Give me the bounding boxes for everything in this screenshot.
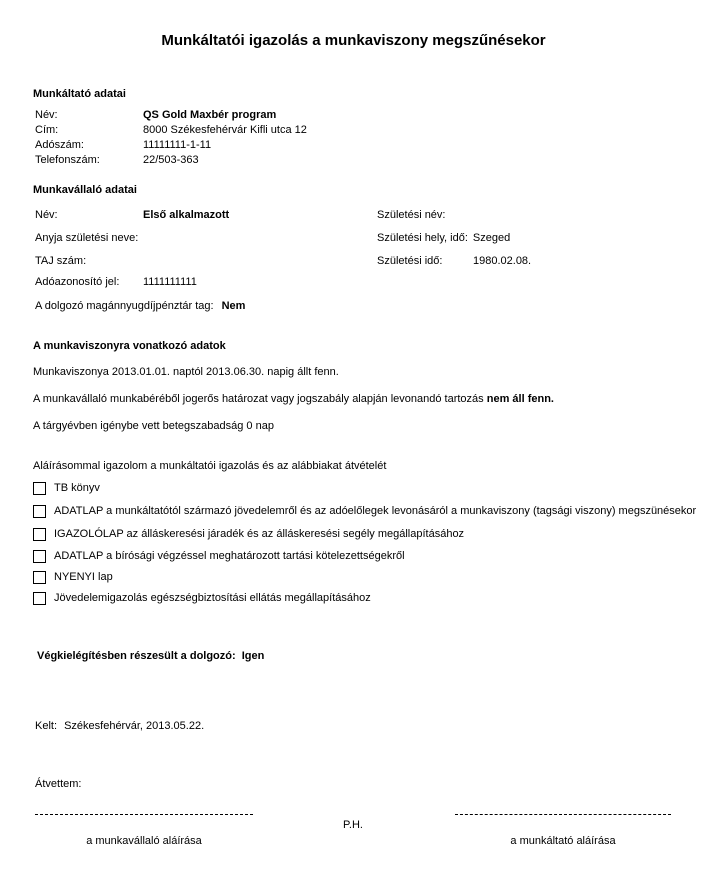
employee-name-row xyxy=(35,209,229,222)
employer-taxnumber-label: Adószám: xyxy=(35,139,84,151)
mother-name-label: Anyja születési neve: xyxy=(35,232,139,244)
birth-name-label: Születési név: xyxy=(377,209,446,221)
birth-name-row xyxy=(377,209,450,222)
debt-statement-text: A munkavállaló munkabéréből jogerős határozat vagy jogszabály alapján levonandó tartozás xyxy=(33,393,484,405)
employee-section-heading: Munkavállaló adatai xyxy=(33,184,137,196)
date-row xyxy=(35,720,204,733)
sick-leave-text: A tárgyévben igénybe vett betegszabadság 0 nap xyxy=(33,420,274,432)
employer-name-label: Név: xyxy=(35,109,58,121)
employer-phone-label: Telefonszám: xyxy=(35,154,100,166)
employer-phone-row xyxy=(35,154,199,167)
employer-taxnumber-row xyxy=(35,139,211,152)
checklist-item-nyenyi xyxy=(33,570,113,585)
stamp-placeholder: P.H. xyxy=(343,819,363,831)
received-label: Átvettem: xyxy=(35,778,82,790)
checklist-item-jovedelemigazolas xyxy=(33,591,371,606)
checklist-item-label: Jövedelemigazolás egészségbiztosítási ellátás megállapításához xyxy=(54,592,371,604)
checklist-item-label: ADATLAP a munkáltatótól származó jövedelemről és az adóelőlegek levonásáról a munkaviszony (tagsági viszony) megszünésekor xyxy=(54,505,697,517)
debt-statement xyxy=(33,393,554,406)
birth-date-label: Születési idő: xyxy=(377,255,443,267)
employer-name-row xyxy=(35,109,276,122)
birth-place-row xyxy=(377,232,510,245)
checkbox[interactable] xyxy=(33,571,46,584)
checkbox[interactable] xyxy=(33,482,46,495)
checklist-item-igazololap xyxy=(33,527,464,542)
taj-row xyxy=(35,255,91,268)
birth-date-value: 1980.02.08. xyxy=(473,255,532,267)
checkbox[interactable] xyxy=(33,528,46,541)
tax-id-value: 1111111111 xyxy=(143,276,197,288)
employee-name-value: Első alkalmazott xyxy=(143,209,230,221)
birth-place-value: Szeged xyxy=(472,232,511,244)
checklist-item-label: IGAZOLÓLAP az álláskeresési járadék és az álláskeresési segély megállapításához xyxy=(54,528,465,540)
page-title: Munkáltatói igazolás a munkaviszony megszűnésekor xyxy=(161,32,546,49)
date-value: Székesfehérvár, 2013.05.22. xyxy=(64,720,205,732)
employer-address-row xyxy=(35,124,307,137)
employee-signature-caption: a munkavállaló aláírása xyxy=(86,835,202,847)
checklist-item-tb-konyv xyxy=(33,481,100,496)
tax-id-label: Adóazonosító jel: xyxy=(35,276,120,288)
employer-name-value: QS Gold Maxbér program xyxy=(143,109,277,121)
tax-id-row xyxy=(35,276,197,289)
checkbox[interactable] xyxy=(33,550,46,563)
severance-value: Igen xyxy=(241,650,265,662)
birth-date-row xyxy=(377,255,531,268)
date-label: Kelt: xyxy=(35,720,58,732)
employee-name-label: Név: xyxy=(35,209,58,221)
checklist-item-label: ADATLAP a bírósági végzéssel meghatározott tartási kötelezettségekről xyxy=(54,550,405,562)
debt-statement-bold: nem áll fenn. xyxy=(486,393,554,405)
birth-place-label: Születési hely, idő: xyxy=(377,232,468,244)
employee-signature-line xyxy=(35,814,253,815)
employer-phone-value: 22/503-363 xyxy=(143,154,199,166)
checklist-item-adatlap-birosagi xyxy=(33,549,405,564)
mother-name-row xyxy=(35,232,143,245)
employer-taxnumber-value: 11111111-1-11 xyxy=(143,139,212,151)
pension-member-value: Nem xyxy=(221,300,246,312)
checkbox[interactable] xyxy=(33,505,46,518)
employer-section-heading: Munkáltató adatai xyxy=(33,88,126,100)
employment-period-text: Munkaviszonya 2013.01.01. naptól 2013.06.30. napig állt fenn. xyxy=(33,366,339,378)
checklist-item-label: NYENYI lap xyxy=(54,571,113,583)
employer-address-label: Cím: xyxy=(35,124,59,136)
pension-member-row xyxy=(35,300,245,313)
employment-section-heading: A munkaviszonyra vonatkozó adatok xyxy=(33,340,226,352)
checkbox[interactable] xyxy=(33,592,46,605)
severance-row xyxy=(37,650,264,663)
employer-signature-caption: a munkáltató aláírása xyxy=(510,835,616,847)
acknowledgement-intro: Aláírásommal igazolom a munkáltatói igazolás és az alábbiakat átvételét xyxy=(33,460,387,472)
checklist-item-label: TB könyv xyxy=(54,482,100,494)
severance-label: Végkielégítésben részesült a dolgozó: xyxy=(37,650,236,662)
taj-label: TAJ szám: xyxy=(35,255,87,267)
pension-member-label: A dolgozó magánnyugdíjpénztár tag: xyxy=(35,300,214,312)
employer-signature-line xyxy=(455,814,671,815)
checklist-item-adatlap-jovedelem xyxy=(33,504,696,519)
employer-address-value: 8000 Székesfehérvár Kifli utca 12 xyxy=(143,124,307,136)
